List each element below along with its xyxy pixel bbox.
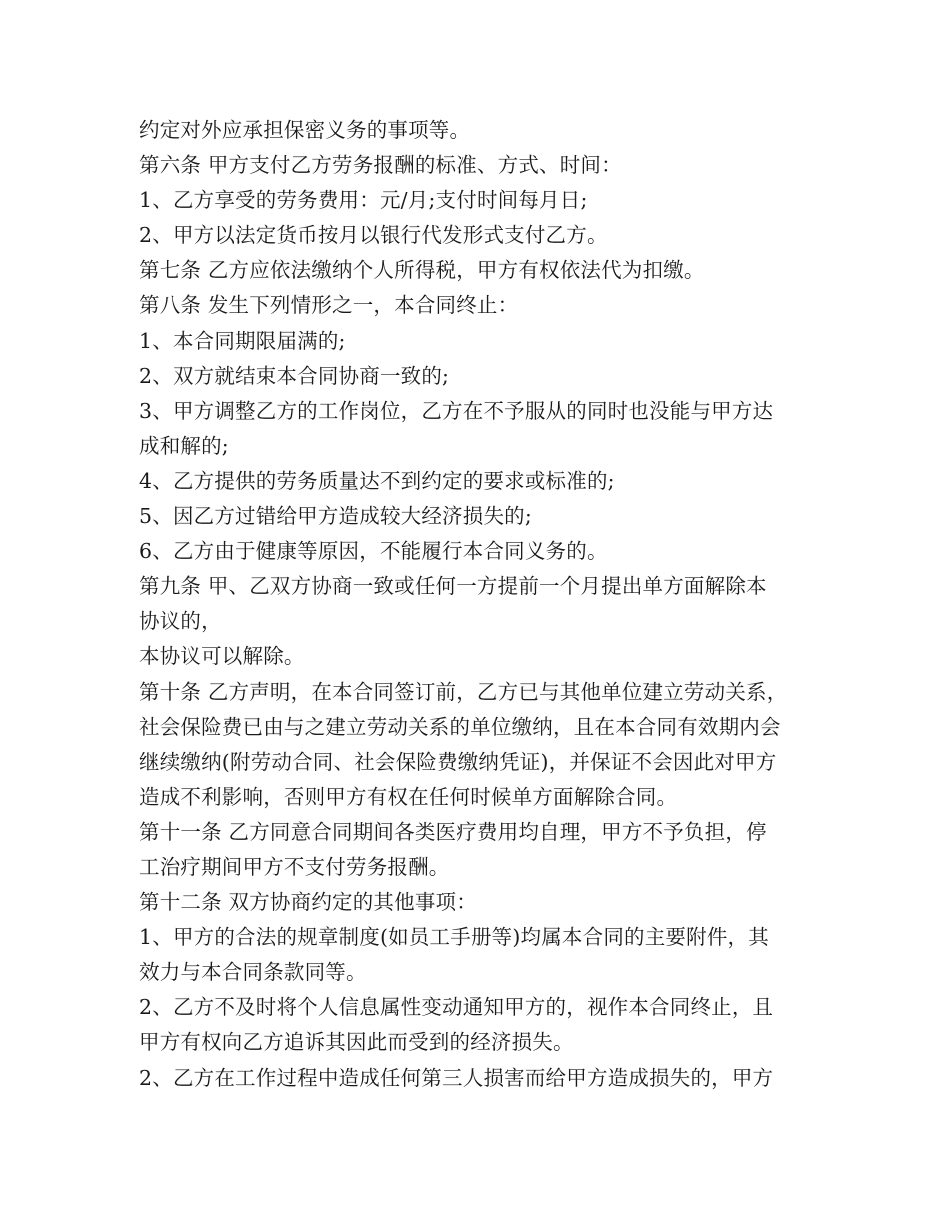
text-line: 社会保险费已由与之建立劳动关系的单位缴纳，且在本合同有效期内会 bbox=[139, 714, 781, 739]
text-line: 5、因乙方过错给甲方造成较大经济损失的; bbox=[139, 504, 532, 529]
text-line: 1、本合同期限届满的; bbox=[139, 328, 346, 353]
text-line: 3、甲方调整乙方的工作岗位，乙方在不予服从的同时也没能与甲方达 bbox=[139, 398, 774, 423]
text-line: 继续缴纳(附劳动合同、社会保险费缴纳凭证)，并保证不会因此对甲方 bbox=[139, 749, 777, 774]
text-line: 成和解的; bbox=[139, 433, 229, 458]
text-line: 造成不利影响，否则甲方有权在任何时候单方面解除合同。 bbox=[139, 784, 678, 809]
text-line: 甲方有权向乙方追诉其因此而受到的经济损失。 bbox=[139, 1030, 574, 1055]
text-line: 约定对外应承担保密义务的事项等。 bbox=[139, 118, 471, 142]
text-line: 第六条 甲方支付乙方劳务报酬的标准、方式、时间： bbox=[139, 153, 622, 178]
text-line: 6、乙方由于健康等原因，不能履行本合同义务的。 bbox=[139, 539, 608, 564]
text-line: 效力与本合同条款同等。 bbox=[139, 960, 367, 985]
text-line: 1、甲方的合法的规章制度(如员工手册等)均属本合同的主要附件，其 bbox=[139, 925, 769, 950]
text-line: 2、双方就结束本合同协商一致的; bbox=[139, 363, 450, 388]
text-line: 4、乙方提供的劳务质量达不到约定的要求或标准的; bbox=[139, 468, 615, 493]
text-line: 2、乙方不及时将个人信息属性变动通知甲方的，视作本合同终止，且 bbox=[139, 995, 774, 1020]
contract-text bbox=[139, 113, 819, 1096]
text-line: 工治疗期间甲方不支付劳务报酬。 bbox=[139, 854, 450, 879]
text-line: 1、乙方享受的劳务费用：元/月;支付时间每月日; bbox=[139, 188, 588, 213]
text-line: 第十条 乙方声明，在本合同签订前，乙方已与其他单位建立劳动关系， bbox=[139, 679, 788, 704]
text-line: 第九条 甲、乙双方协商一致或任何一方提前一个月提出单方面解除本 bbox=[139, 574, 767, 599]
text-line: 本协议可以解除。 bbox=[139, 644, 305, 669]
text-line: 2、乙方在工作过程中造成任何第三人损害而给甲方造成损失的，甲方 bbox=[139, 1065, 774, 1090]
text-line: 第十一条 乙方同意合同期间各类医疗费用均自理，甲方不予负担，停 bbox=[139, 819, 767, 844]
text-line: 协议的， bbox=[139, 609, 222, 634]
text-line: 2、甲方以法定货币按月以银行代发形式支付乙方。 bbox=[139, 223, 608, 248]
text-line: 第七条 乙方应依法缴纳个人所得税，甲方有权依法代为扣缴。 bbox=[139, 258, 705, 283]
text-line: 第十二条 双方协商约定的其他事项： bbox=[139, 890, 477, 915]
text-line: 第八条 发生下列情形之一，本合同终止： bbox=[139, 293, 519, 318]
